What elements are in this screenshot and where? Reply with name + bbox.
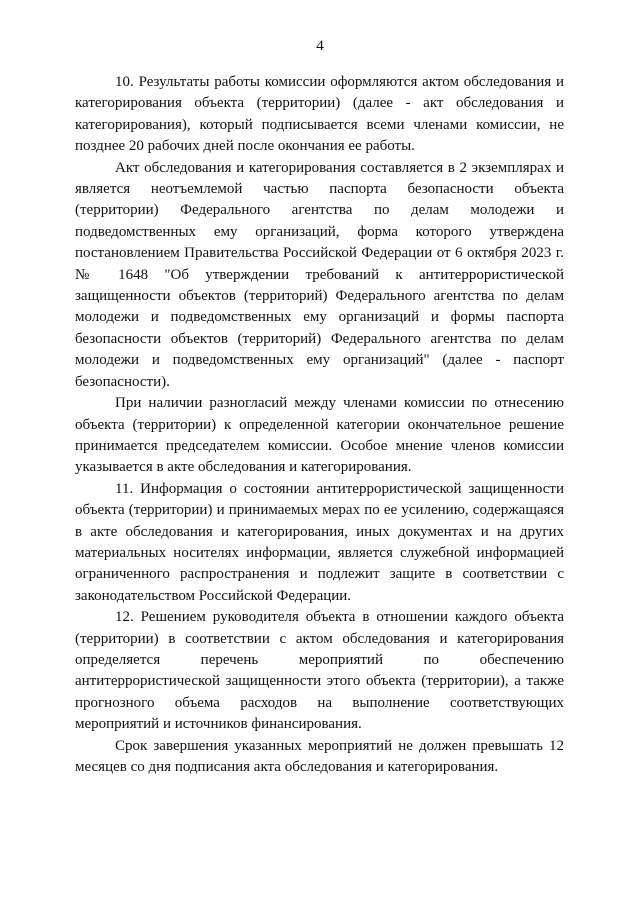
- paragraph-deadline: Срок завершения указанных мероприятий не должен превышать 12 месяцев со дня подписания акта обследования и категорирования.: [75, 737, 564, 775]
- paragraph-12-decision: 12. Решением руководителя объекта в отношении каждого объекта (территории) в соответствии с актом обследования и категорирования определяется перечень мероприятий по обеспечению антитеррористической защищенности этого объекта (территории), а также прогнозного объема расходов на выполнение соответствующих мероприятий и источников финансирования.: [75, 609, 564, 733]
- paragraph-11-information: 11. Информация о состоянии антитеррористической защищенности объекта (территории) и принимаемых мерах по ее усилению, содержащаяся в акте обследования и категорирования, иных документах и на других материальных носителях информации, является служебной информацией ограниченного распространения и подлежит защите в соответствии с законодательством Российской Федерации.: [75, 480, 564, 604]
- paragraph-10-results: 10. Результаты работы комиссии оформляются актом обследования и категорирования объекта (территории) (далее - акт обследования и категорирования), который подписывается всеми членами комиссии, не позднее 20 рабочих дней после окончания ее работы.: [75, 74, 564, 155]
- document-body: [75, 72, 564, 778]
- paragraph-disagreements: При наличии разногласий между членами комиссии по отнесению объекта (территории) к определенной категории окончательное решение принимается председателем комиссии. Особое мнение членов комиссии указывается в акте обследования и категорирования.: [75, 395, 564, 476]
- paragraph-act-copies: Акт обследования и категорирования составляется в 2 экземплярах и является неотъемлемой частью паспорта безопасности объекта (территории) Федерального агентства по делам молодежи и подведомственных ему организаций, форма которого утверждена постановлением Правительства Российской Федерации от 6 октября 2023 г. № 1648 "Об утверждении требований к антитеррористической защищенности объектов (территорий) Федерального агентства по делам молодежи и подведомственных ему организаций и формы паспорта безопасности объектов (территорий) Федерального агентства по делам молодежи и подведомственных ему организаций" (далее - паспорт безопасности).: [75, 159, 564, 390]
- page-number: 4: [316, 38, 324, 54]
